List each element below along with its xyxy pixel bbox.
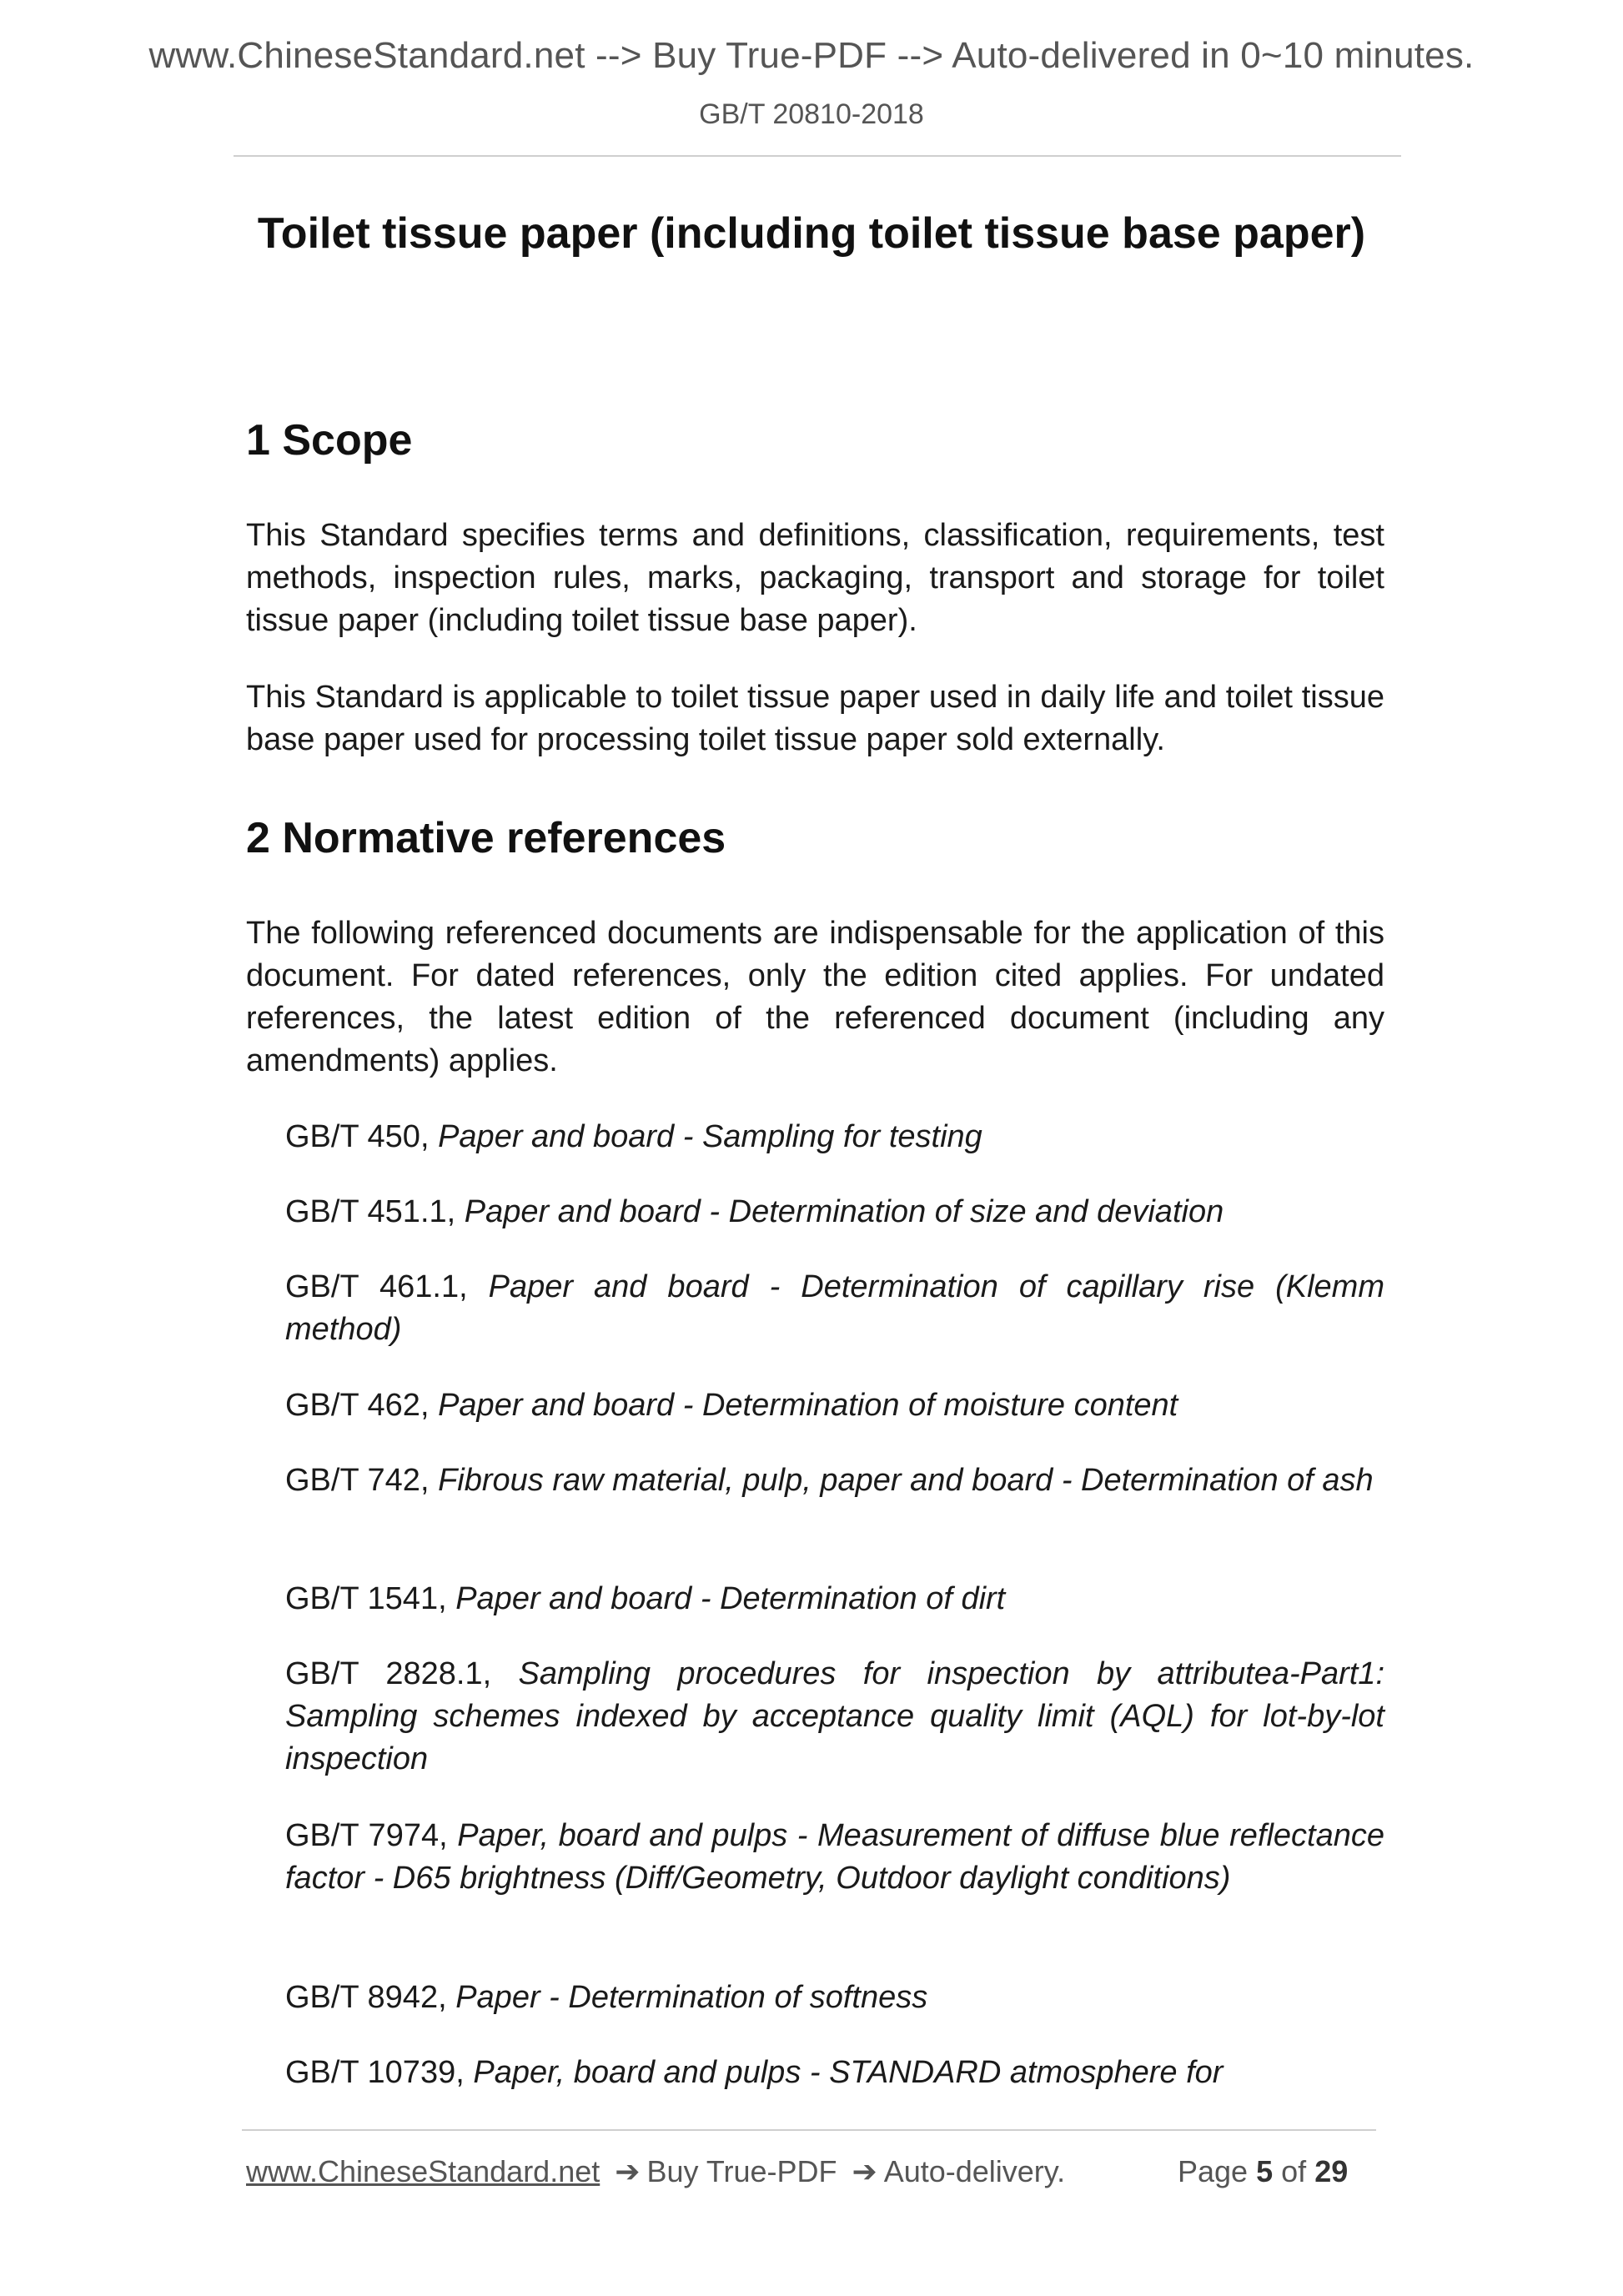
reference-item — [285, 1459, 1384, 1502]
page-label: Page — [1178, 2154, 1249, 2188]
reference-code: GB/T 451.1, — [285, 1194, 456, 1229]
reference-item — [285, 1653, 1384, 1781]
reference-title: Sampling procedures for inspection by attributea-Part1: Sampling schemes indexed by acceptance quality limit (AQL) for lot-by-lot inspection — [285, 1656, 1385, 1776]
header-banner: www.ChineseStandard.net --> Buy True-PDF --> Auto-delivered in 0~10 minutes. — [148, 35, 1475, 76]
reference-item — [285, 1191, 1384, 1233]
right-arrow-icon: ➔ — [615, 2154, 641, 2188]
reference-item — [285, 1116, 1384, 1158]
footer-buy-text: Buy True-PDF — [646, 2154, 837, 2188]
reference-title: Paper - Determination of softness — [455, 1980, 928, 2015]
reference-code: GB/T 2828.1, — [285, 1656, 492, 1691]
page-of: of — [1281, 2154, 1307, 2188]
scope-paragraph-2: This Standard is applicable to toilet tissue paper used in daily life and toilet tissue base paper used for processing toilet tissue paper sold externally. — [246, 680, 1384, 757]
reference-code: GB/T 742, — [285, 1463, 430, 1498]
reference-item — [285, 1384, 1384, 1427]
reference-code: GB/T 10739, — [285, 2055, 465, 2090]
references-intro: The following referenced documents are indispensable for the application of this document. For dated references, only the edition cited applies. For undated references, the latest edition of the referenced document (including any amendments) applies. — [246, 916, 1384, 1078]
reference-title: Paper and board - Determination of size and deviation — [464, 1194, 1224, 1229]
right-arrow-icon: ➔ — [852, 2154, 877, 2188]
footer-promo — [246, 2154, 1065, 2189]
reference-code: GB/T 1541, — [285, 1581, 447, 1616]
section-heading-scope: 1 Scope — [246, 416, 413, 465]
footer-site-link[interactable]: www.ChineseStandard.net — [246, 2154, 600, 2188]
page-current: 5 — [1256, 2154, 1274, 2188]
reference-code: GB/T 461.1, — [285, 1269, 468, 1304]
section-heading-normative-references: 2 Normative references — [246, 814, 726, 862]
reference-code: GB/T 462, — [285, 1388, 430, 1423]
standard-code: GB/T 20810-2018 — [699, 98, 924, 130]
page-title: Toilet tissue paper (including toilet tissue base paper) — [257, 209, 1366, 258]
header-divider — [234, 155, 1401, 157]
reference-title: Paper, board and pulps - Measurement of diffuse blue reflectance factor - D65 brightness (Diff/Geometry, Outdoor daylight conditions) — [285, 1818, 1385, 1896]
footer-delivery-text: Auto-delivery. — [883, 2154, 1066, 2188]
reference-title: Paper, board and pulps - STANDARD atmosphere for — [473, 2055, 1224, 2090]
reference-code: GB/T 450, — [285, 1119, 430, 1154]
reference-item — [285, 1977, 1384, 2019]
page-number — [1178, 2154, 1348, 2189]
page-total: 29 — [1314, 2154, 1349, 2188]
reference-title: Paper and board - Determination of dirt — [455, 1581, 1006, 1616]
reference-title: Paper and board - Sampling for testing — [438, 1119, 982, 1154]
reference-item — [285, 2052, 1384, 2094]
reference-item — [285, 1578, 1384, 1620]
scope-paragraph-1: This Standard specifies terms and definitions, classification, requirements, test methods, inspection rules, marks, packaging, transport and storage for toilet tissue paper (including toilet tissue base paper). — [246, 518, 1384, 638]
reference-item — [285, 1266, 1384, 1351]
reference-title: Fibrous raw material, pulp, paper and board - Determination of ash — [438, 1463, 1374, 1498]
reference-code: GB/T 8942, — [285, 1980, 447, 2015]
reference-item — [285, 1815, 1384, 1900]
footer-divider — [242, 2129, 1376, 2131]
reference-title: Paper and board - Determination of capillary rise (Klemm method) — [285, 1269, 1384, 1347]
reference-title: Paper and board - Determination of moisture content — [438, 1388, 1178, 1423]
reference-code: GB/T 7974, — [285, 1818, 448, 1853]
